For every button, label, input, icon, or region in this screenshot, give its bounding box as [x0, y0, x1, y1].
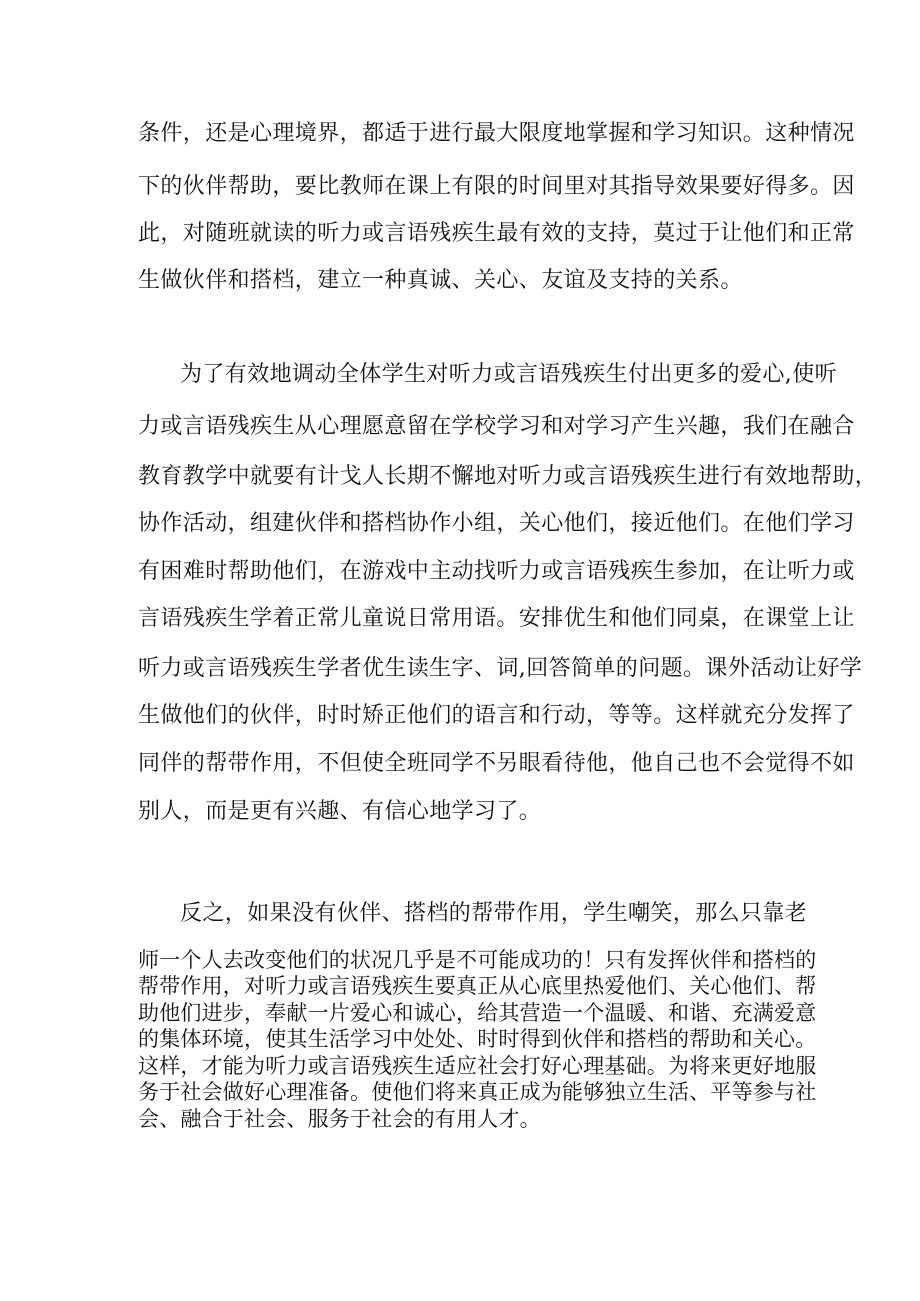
paragraph-line: 助他们进步，奉献一片爱心和诚心，给其营造一个温暖、和谐、充满爱意	[138, 1001, 817, 1025]
paragraph-line: 生做他们的伙伴，时时矫正他们的语言和行动，等等。这样就充分发挥了	[138, 703, 855, 728]
paragraph-line: 条件，还是心理境界，都适于进行最大限度地掌握和学习知识。这种情况	[138, 121, 855, 146]
paragraph-line: 力或言语残疾生从心理愿意留在学校学习和对学习产生兴趣，我们在融合	[138, 414, 855, 439]
paragraph-line: 有困难时帮助他们，在游戏中主动找听力或言语残疾生参加，在让听力或	[138, 559, 855, 584]
paragraph-line: 此，对随班就读的听力或言语残疾生最有效的支持，莫过于让他们和正常	[138, 221, 855, 246]
paragraph-line: 听力或言语残疾生学者优生读生字、词,回答简单的问题。课外活动让好学	[138, 656, 863, 681]
paragraph-line: 别人，而是更有兴趣、有信心地学习了。	[138, 799, 542, 824]
paragraph-line: 的集体环境，使其生活学习中处处、时时得到伙伴和搭档的帮助和关心。	[138, 1027, 817, 1051]
paragraph-line: 同伴的帮带作用，不但使全班同学不另眼看待他，他自己也不会觉得不如	[138, 751, 855, 776]
paragraph-line: 务于社会做好心理准备。使他们将来真正成为能够独立生活、平等参与社	[138, 1080, 817, 1104]
paragraph-line: 生做伙伴和搭档，建立一种真诚、关心、友谊及支持的关系。	[138, 268, 743, 293]
paragraph-line: 会、融合于社会、服务于社会的有用人才。	[138, 1107, 541, 1131]
paragraph-line: 协作活动，组建伙伴和搭档协作小组，关心他们，接近他们。在他们学习	[138, 511, 855, 536]
paragraph-line: 反之，如果没有伙伴、搭档的帮带作用，学生嘲笑，那么只靠老	[180, 901, 808, 926]
paragraph-line: 师一个人去改变他们的状况几乎是不可能成功的！只有发挥伙伴和搭档的	[138, 948, 817, 972]
paragraph-line: 为了有效地调动全体学生对听力或言语残疾生付出更多的爱心,使听	[180, 362, 837, 387]
paragraph-line: 帮带作用，对听力或言语残疾生要真正从心底里热爱他们、关心他们、帮	[138, 974, 817, 998]
paragraph-line: 言语残疾生学着正常儿童说日常用语。安排优生和他们同桌，在课堂上让	[138, 606, 855, 631]
paragraph-line: 下的伙伴帮助，要比教师在课上有限的时间里对其指导效果要好得多。因	[138, 174, 855, 199]
paragraph-line: 教育教学中就要有计戈人长期不懈地对听力或言语残疾生进行有效地帮助，	[138, 464, 878, 489]
paragraph-line: 这样，才能为听力或言语残疾生适应社会打好心理基础。为将来更好地服	[138, 1054, 817, 1078]
